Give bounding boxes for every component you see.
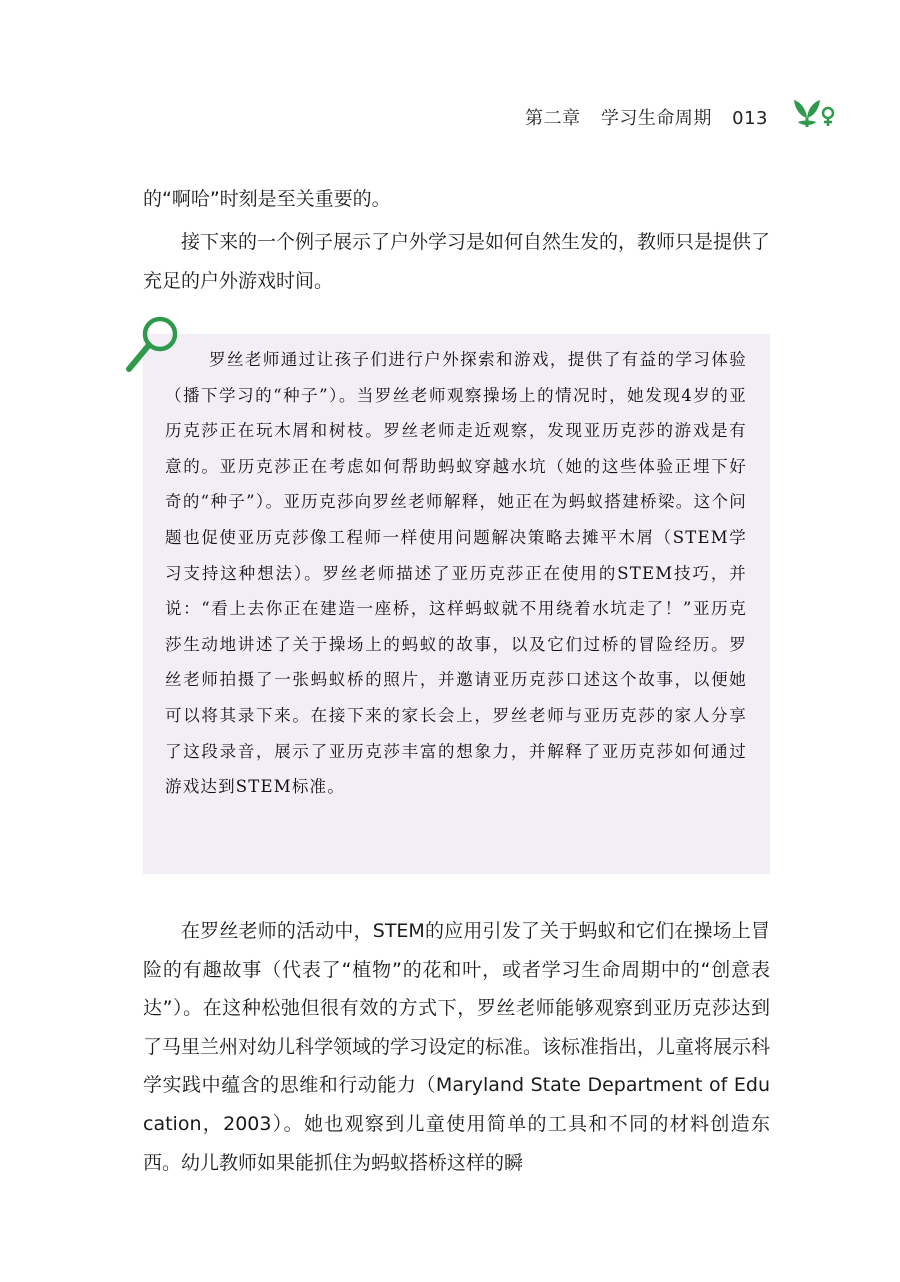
plant-sprout-logo-icon — [790, 96, 836, 130]
section-title: 学习生命周期 — [600, 108, 712, 129]
body-paragraph-1: 的“啊哈”时刻是至关重要的。 — [143, 188, 391, 210]
chapter-label: 第二章 — [525, 108, 581, 129]
page-number: 013 — [732, 108, 768, 129]
running-header — [525, 104, 768, 130]
magnifying-glass-icon — [124, 314, 184, 374]
body-paragraph-2: 接下来的一个例子展示了户外学习是如何自然生发的，教师只是提供了充足的户外游戏时间。 — [143, 231, 771, 292]
body-paragraph-3: 在罗丝老师的活动中，STEM的应用引发了关于蚂蚁和它们在操场上冒险的有趣故事（代表了“植物”的花和叶，或者学习生命周期中的“创意表达”）。在这种松弛但很有效的方式下，罗丝老师能够观察到亚历克莎达到了马里兰州对幼儿科学领域的学习设定的标准。该标准指出，儿童将展示科学实践中蕴含的思维和行动能力（Maryland State Department of Education，2003）。她也观察到儿童使用简单的工具和不同的材料创造东西。幼儿教师如果能抓住为蚂蚁搭桥这样的瞬 — [143, 920, 771, 1174]
case-study-text: 罗丝老师通过让孩子们进行户外探索和游戏，提供了有益的学习体验（播下学习的“种子”）。当罗丝老师观察操场上的情况时，她发现4岁的亚历克莎正在玩木屑和树枝。罗丝老师走近观察，发现亚历克莎的游戏是有意的。亚历克莎正在考虑如何帮助蚂蚁穿越水坑（她的这些体验正埋下好奇的“种子”）。亚历克莎向罗丝老师解释，她正在为蚂蚁搭建桥梁。这个问题也促使亚历克莎像工程师一样使用问题解决策略去摊平木屑（STEM学习支持这种想法）。罗丝老师描述了亚历克莎正在使用的STEM技巧，并说：“看上去你正在建造一座桥，这样蚂蚁就不用绕着水坑走了！”亚历克莎生动地讲述了关于操场上的蚂蚁的故事，以及它们过桥的冒险经历。罗丝老师拍摄了一张蚂蚁桥的照片，并邀请亚历克莎口述这个故事，以便她可以将其录下来。在接下来的家长会上，罗丝老师与亚历克莎的家人分享了这段录音，展示了亚历克莎丰富的想象力，并解释了亚历克莎如何通过游戏达到STEM标准。 — [165, 350, 747, 797]
